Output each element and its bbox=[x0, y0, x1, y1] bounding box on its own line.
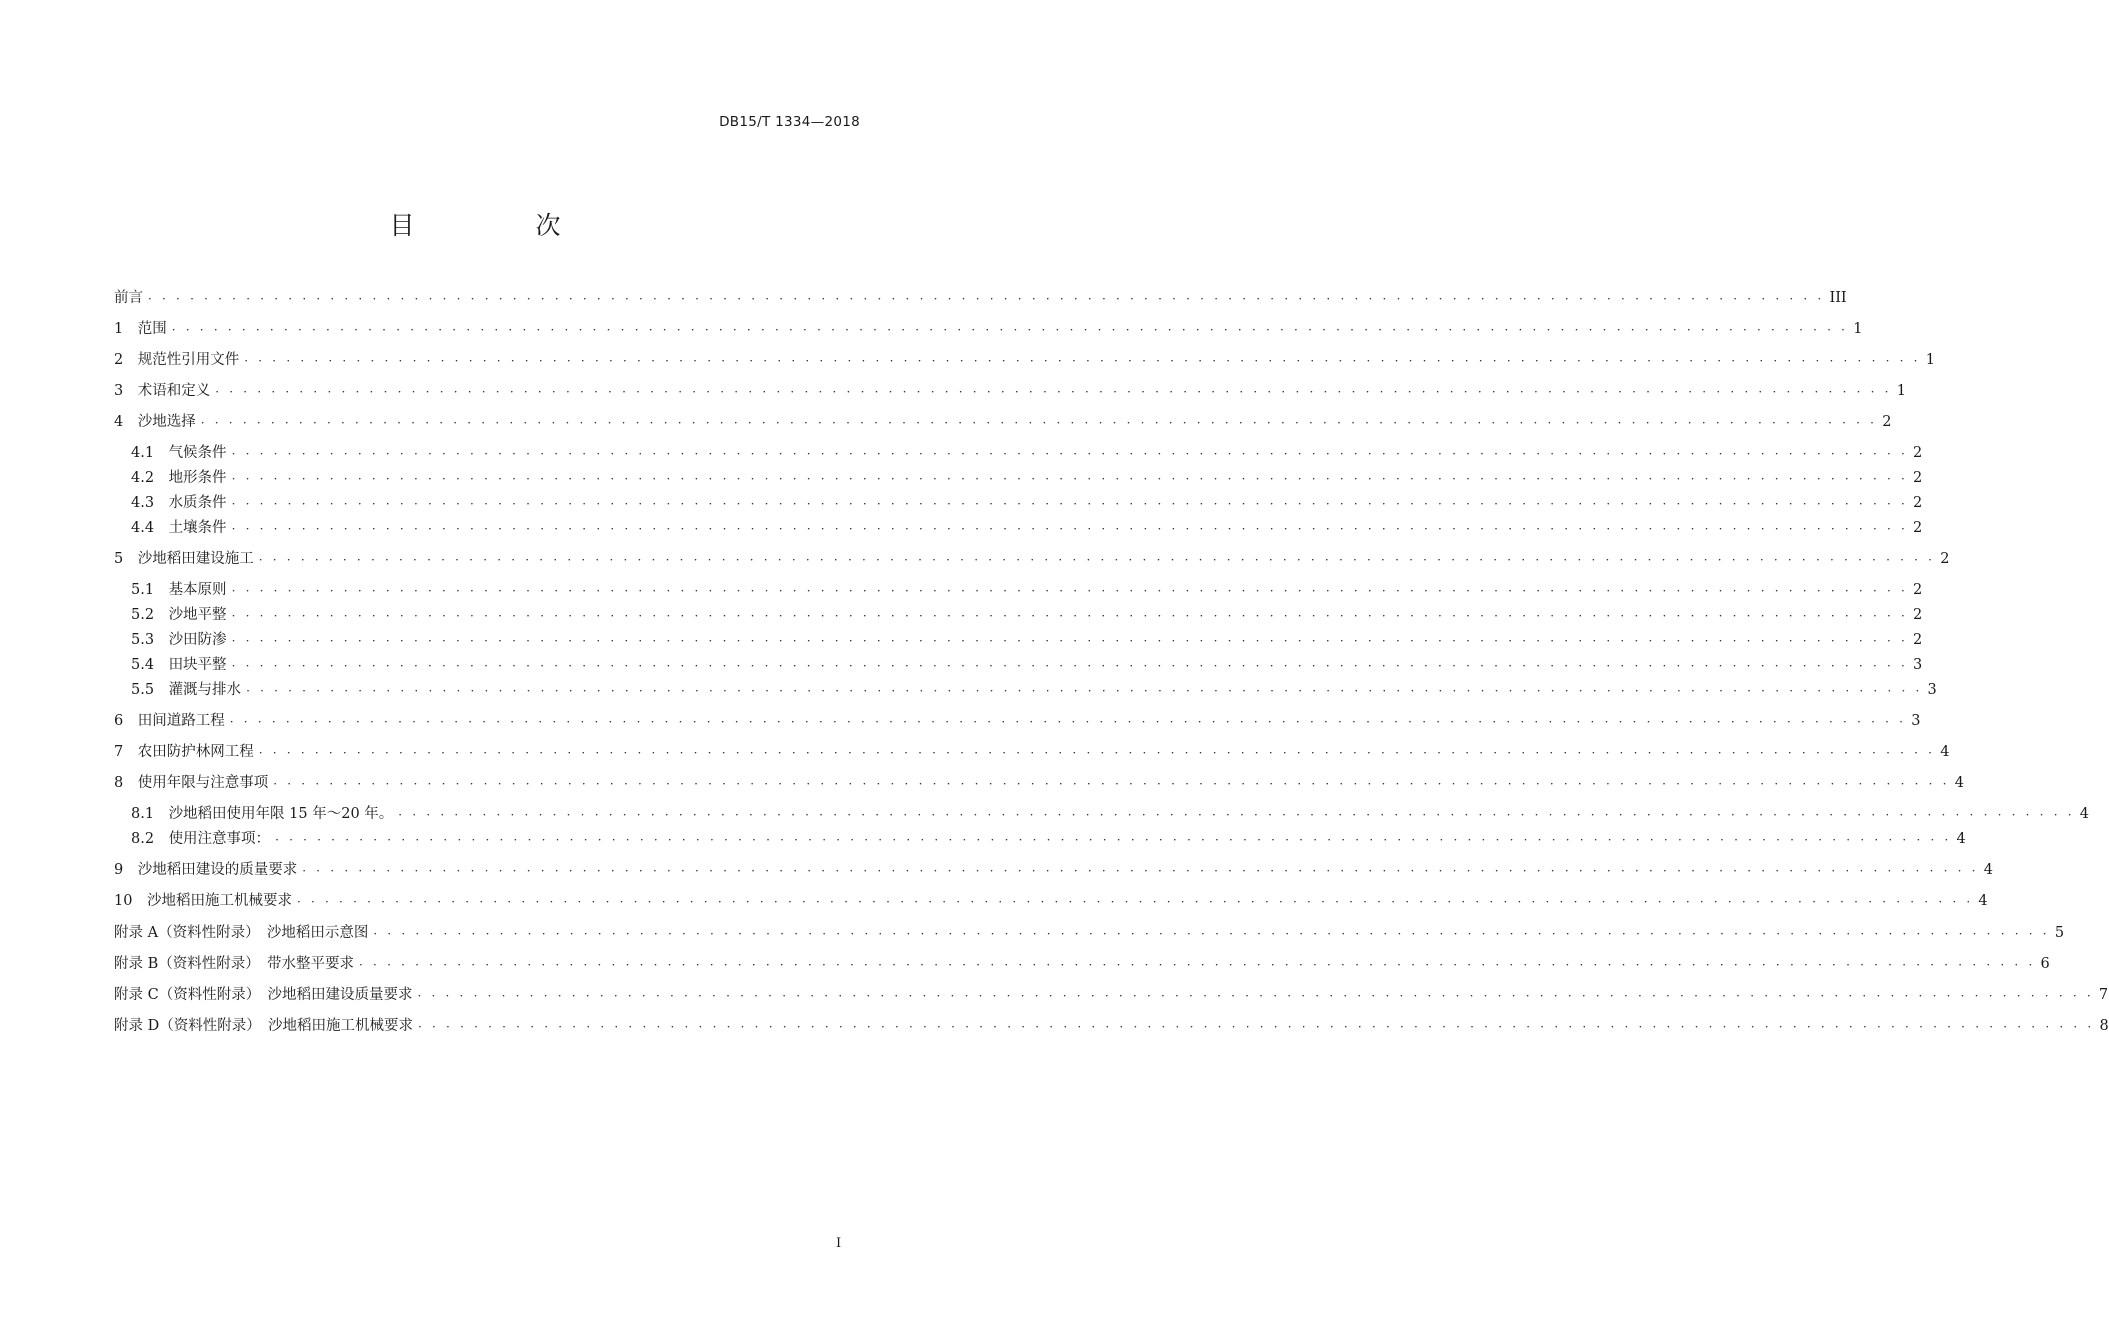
toc-entry-page: 1 bbox=[1853, 321, 1863, 337]
toc-entry-title: 水质条件 bbox=[168, 495, 227, 511]
toc-entry[interactable] bbox=[131, 629, 1923, 651]
toc-entry-title: 附录 C（资料性附录） 沙地稻田建设质量要求 bbox=[114, 987, 413, 1003]
toc-entry-page: 2 bbox=[1913, 520, 1923, 536]
toc-entry-title: 田间道路工程 bbox=[137, 713, 225, 729]
toc-entry-page: 3 bbox=[1911, 713, 1921, 729]
toc-entry-title: 沙地选择 bbox=[137, 414, 196, 430]
toc-entry-number: 4.1 bbox=[131, 445, 169, 461]
page-number: I bbox=[836, 1236, 842, 1251]
toc-entry-number: 1 bbox=[114, 321, 138, 337]
toc-dot-leader: · · · · · · · · · · · · · · · · · · · · · · · · · · · · · · · · · · · · · · · · · · · · · · · · · · · · · · · · · · · · · · · · · · · · · · · · · · · · · · · · · · · · · · · · · · · · · · · · · · · · · · · · · · · · · · · · · · · · · · · · bbox=[231, 584, 1909, 598]
toc-dot-leader: · · · · · · · · · · · · · · · · · · · · · · · · · · · · · · · · · · · · · · · · · · · · · · · · · · · · · · · · · · · · · · · · · · · · · · · · · · · · · · · · · · · · · · · · · · · · · · · · · · · · · · · · · · · · · · · · · · · · · · · · bbox=[231, 447, 1909, 461]
toc-entry-number: 5 bbox=[114, 551, 138, 567]
toc-entry-title: 田块平整 bbox=[168, 657, 227, 673]
toc-entry[interactable] bbox=[131, 492, 1923, 514]
toc-entry[interactable] bbox=[114, 380, 1906, 402]
toc-entry-number: 5.4 bbox=[131, 657, 169, 673]
toc-entry-title: 前言 bbox=[114, 290, 143, 306]
toc-entry-number: 5.2 bbox=[131, 607, 169, 623]
toc-dot-leader: · · · · · · · · · · · · · · · · · · · · · · · · · · · · · · · · · · · · · · · · · · · · · · · · · · · · · · · · · · · · · · · · · · · · · · · · · · · · · · · · · · · · · · · · · · · · · · · · · · · · · · · · · · · · · · · · · · · · · · · · bbox=[171, 323, 1849, 337]
toc-entry-title: 土壤条件 bbox=[168, 520, 227, 536]
toc-entry[interactable] bbox=[114, 1015, 2109, 1037]
toc-entry-number: 8 bbox=[114, 775, 138, 791]
toc-entry-number: 4.3 bbox=[131, 495, 169, 511]
toc-entry-title: 灌溉与排水 bbox=[168, 682, 242, 698]
toc-entry-page: 8 bbox=[2099, 1018, 2109, 1034]
toc-entry[interactable] bbox=[131, 679, 1937, 701]
toc-entry[interactable] bbox=[131, 828, 1966, 850]
toc-entry-title: 农田防护林网工程 bbox=[137, 744, 254, 760]
toc-entry-page: 2 bbox=[1913, 495, 1923, 511]
toc-entry[interactable] bbox=[114, 287, 1847, 309]
toc-entry-number: 7 bbox=[114, 744, 138, 760]
toc-entry[interactable] bbox=[114, 922, 2065, 944]
toc-entry-page: 2 bbox=[1913, 470, 1923, 486]
toc-entry-title: 使用注意事项： bbox=[168, 831, 271, 847]
toc-entry-title: 沙田防渗 bbox=[168, 632, 227, 648]
toc-entry-title: 沙地平整 bbox=[168, 607, 227, 623]
toc-dot-leader: · · · · · · · · · · · · · · · · · · · · · · · · · · · · · · · · · · · · · · · · · · · · · · · · · · · · · · · · · · · · · · · · · · · · · · · · · · · · · · · · · · · · · · · · · · · · · · · · · · · · · · · · · · · · · · · · · · · · · · · · bbox=[231, 609, 1909, 623]
toc-entry-number: 4.2 bbox=[131, 470, 169, 486]
toc-dot-leader: · · · · · · · · · · · · · · · · · · · · · · · · · · · · · · · · · · · · · · · · · · · · · · · · · · · · · · · · · · · · · · · · · · · · · · · · · · · · · · · · · · · · · · · · · · · · · · · · · · · · · · · · · · · · · · · · · · · · · · · · bbox=[200, 416, 1878, 430]
toc-entry-title: 基本原则 bbox=[168, 582, 227, 598]
toc-entry[interactable] bbox=[131, 467, 1923, 489]
toc-dot-leader: · · · · · · · · · · · · · · · · · · · · · · · · · · · · · · · · · · · · · · · · · · · · · · · · · · · · · · · · · · · · · · · · · · · · · · · · · · · · · · · · · · · · · · · · · · · · · · · · · · · · · · · · · · · · · · · · · · · · · · · · bbox=[231, 522, 1909, 536]
toc-entry-page: 2 bbox=[1940, 551, 1950, 567]
toc-entry[interactable] bbox=[114, 318, 1863, 340]
toc-entry[interactable] bbox=[131, 604, 1923, 626]
toc-dot-leader: · · · · · · · · · · · · · · · · · · · · · · · · · · · · · · · · · · · · · · · · · · · · · · · · · · · · · · · · · · · · · · · · · · · · · · · · · · · · · · · · · · · · · · · · · · · · · · · · · · · · · · · · · · · · · · · · · · · · · · · · bbox=[246, 684, 1923, 698]
toc-entry-number: 9 bbox=[114, 862, 138, 878]
toc-entry[interactable] bbox=[114, 859, 1993, 881]
toc-entry-title: 附录 A（资料性附录） 沙地稻田示意图 bbox=[114, 925, 369, 941]
toc-entry[interactable] bbox=[114, 741, 1950, 763]
toc-entry[interactable] bbox=[114, 710, 1921, 732]
toc-entry[interactable] bbox=[114, 411, 1892, 433]
toc-entry-page: 4 bbox=[1954, 775, 1964, 791]
toc-dot-leader: · · · · · · · · · · · · · · · · · · · · · · · · · · · · · · · · · · · · · · · · · · · · · · · · · · · · · · · · · · · · · · · · · · · · · · · · · · · · · · · · · · · · · · · · · · · · · · · · · · · · · · · · · · · · · · · · · · · · · · · · bbox=[275, 833, 1952, 847]
toc-dot-leader: · · · · · · · · · · · · · · · · · · · · · · · · · · · · · · · · · · · · · · · · · · · · · · · · · · · · · · · · · · · · · · · · · · · · · · · · · · · · · · · · · · · · · · · · · · · · · · · · · · · · · · · · · · · · · · · · · · · · · · · · bbox=[231, 497, 1909, 511]
toc-entry[interactable] bbox=[114, 349, 1935, 371]
toc-entry-page: 3 bbox=[1913, 657, 1923, 673]
toc-dot-leader: · · · · · · · · · · · · · · · · · · · · · · · · · · · · · · · · · · · · · · · · · · · · · · · · · · · · · · · · · · · · · · · · · · · · · · · · · · · · · · · · · · · · · · · · · · · · · · · · · · · · · · · · · · · · · · · · · · · · · · · · bbox=[302, 864, 1979, 878]
toc-entry-page: 4 bbox=[1978, 893, 1988, 909]
toc-entry-number: 3 bbox=[114, 383, 138, 399]
toc-entry-page: 1 bbox=[1925, 352, 1935, 368]
toc-entry-title: 术语和定义 bbox=[137, 383, 211, 399]
toc-dot-leader: · · · · · · · · · · · · · · · · · · · · · · · · · · · · · · · · · · · · · · · · · · · · · · · · · · · · · · · · · · · · · · · · · · · · · · · · · · · · · · · · · · · · · · · · · · · · · · · · · · · · · · · · · · · · · · · · · · · · · · · · bbox=[244, 354, 1921, 368]
toc-entry[interactable] bbox=[131, 517, 1923, 539]
toc-entry-page: 4 bbox=[2079, 806, 2089, 822]
toc-entry-number: 5.3 bbox=[131, 632, 169, 648]
toc-entry-page: 2 bbox=[1913, 582, 1923, 598]
toc-entry-title: 地形条件 bbox=[168, 470, 227, 486]
toc-entry-title: 使用年限与注意事项 bbox=[137, 775, 269, 791]
toc-dot-leader: · · · · · · · · · · · · · · · · · · · · · · · · · · · · · · · · · · · · · · · · · · · · · · · · · · · · · · · · · · · · · · · · · · · · · · · · · · · · · · · · · · · · · · · · · · · · · · · · · · · · · · · · · · · · · · · · · · · · · · · · bbox=[258, 553, 1936, 567]
toc-entry-page: 2 bbox=[1913, 445, 1923, 461]
toc-entry[interactable] bbox=[131, 579, 1923, 601]
toc-entry-page: 3 bbox=[1927, 682, 1937, 698]
toc-entry-page: 5 bbox=[2054, 925, 2065, 941]
toc-dot-leader: · · · · · · · · · · · · · · · · · · · · · · · · · · · · · · · · · · · · · · · · · · · · · · · · · · · · · · · · · · · · · · · · · · · · · · · · · · · · · · · · · · · · · · · · · · · · · · · · · · · · · · · · · · · · · · · · · · · · · · · · bbox=[417, 989, 2094, 1003]
toc-entry[interactable] bbox=[131, 654, 1923, 676]
toc-dot-leader: · · · · · · · · · · · · · · · · · · · · · · · · · · · · · · · · · · · · · · · · · · · · · · · · · · · · · · · · · · · · · · · · · · · · · · · · · · · · · · · · · · · · · · · · · · · · · · · · · · · · · · · · · · · · · · · · · · · · · · · · bbox=[258, 746, 1936, 760]
toc-entry[interactable] bbox=[131, 803, 2089, 825]
toc-entry-number: 6 bbox=[114, 713, 138, 729]
toc-entry-title: 气候条件 bbox=[168, 445, 227, 461]
toc-dot-leader: · · · · · · · · · · · · · · · · · · · · · · · · · · · · · · · · · · · · · · · · · · · · · · · · · · · · · · · · · · · · · · · · · · · · · · · · · · · · · · · · · · · · · · · · · · · · · · · · · · · · · · · · · · · · · · · · · · · · · · · · bbox=[231, 659, 1909, 673]
toc-entry[interactable] bbox=[114, 772, 1964, 794]
toc-entry-title: 沙地稻田建设施工 bbox=[137, 551, 254, 567]
toc-dot-leader: · · · · · · · · · · · · · · · · · · · · · · · · · · · · · · · · · · · · · · · · · · · · · · · · · · · · · · · · · · · · · · · · · · · · · · · · · · · · · · · · · · · · · · · · · · · · · · · · · · · · · · · · · · · · · · · · · · · · · · · · bbox=[359, 958, 2036, 972]
toc-entry-page: 4 bbox=[1940, 744, 1950, 760]
toc-entry-page: III bbox=[1829, 290, 1847, 306]
toc-entry-title: 附录 D（资料性附录） 沙地稻田施工机械要求 bbox=[114, 1018, 413, 1034]
toc-entry-page: 7 bbox=[2098, 987, 2109, 1003]
toc-entry-title: 规范性引用文件 bbox=[137, 352, 240, 368]
toc-entry-page: 1 bbox=[1896, 383, 1906, 399]
toc-entry-title: 沙地稻田使用年限 15 年～20 年。 bbox=[168, 806, 394, 822]
toc-dot-leader: · · · · · · · · · · · · · · · · · · · · · · · · · · · · · · · · · · · · · · · · · · · · · · · · · · · · · · · · · · · · · · · · · · · · · · · · · · · · · · · · · · · · · · · · · · · · · · · · · · · · · · · · · · · · · · · · · · · · · · · · bbox=[398, 808, 2075, 822]
toc-dot-leader: · · · · · · · · · · · · · · · · · · · · · · · · · · · · · · · · · · · · · · · · · · · · · · · · · · · · · · · · · · · · · · · · · · · · · · · · · · · · · · · · · · · · · · · · · · · · · · · · · · · · · · · · · · · · · · · · · · · · · · · · bbox=[373, 927, 2050, 941]
toc-dot-leader: · · · · · · · · · · · · · · · · · · · · · · · · · · · · · · · · · · · · · · · · · · · · · · · · · · · · · · · · · · · · · · · · · · · · · · · · · · · · · · · · · · · · · · · · · · · · · · · · · · · · · · · · · · · · · · · · · · · · · · · · bbox=[215, 385, 1892, 399]
toc-dot-leader: · · · · · · · · · · · · · · · · · · · · · · · · · · · · · · · · · · · · · · · · · · · · · · · · · · · · · · · · · · · · · · · · · · · · · · · · · · · · · · · · · · · · · · · · · · · · · · · · · · · · · · · · · · · · · · · · · · · · · · · · bbox=[229, 715, 1907, 729]
toc-dot-leader: · · · · · · · · · · · · · · · · · · · · · · · · · · · · · · · · · · · · · · · · · · · · · · · · · · · · · · · · · · · · · · · · · · · · · · · · · · · · · · · · · · · · · · · · · · · · · · · · · · · · · · · · · · · · · · · · · · · · · · · · bbox=[273, 777, 1950, 791]
toc-entry-page: 4 bbox=[1983, 862, 1993, 878]
toc-entry-title: 附录 B（资料性附录） 带水整平要求 bbox=[114, 956, 355, 972]
toc-entry-page: 6 bbox=[2040, 956, 2050, 972]
toc-entry-number: 5.5 bbox=[131, 682, 169, 698]
toc-entry-title: 沙地稻田建设的质量要求 bbox=[137, 862, 298, 878]
toc-dot-leader: · · · · · · · · · · · · · · · · · · · · · · · · · · · · · · · · · · · · · · · · · · · · · · · · · · · · · · · · · · · · · · · · · · · · · · · · · · · · · · · · · · · · · · · · · · · · · · · · · · · · · · · · · · · · · · · · · · · · · · · · bbox=[417, 1020, 2095, 1034]
toc-entry-number: 5.1 bbox=[131, 582, 169, 598]
toc-dot-leader: · · · · · · · · · · · · · · · · · · · · · · · · · · · · · · · · · · · · · · · · · · · · · · · · · · · · · · · · · · · · · · · · · · · · · · · · · · · · · · · · · · · · · · · · · · · · · · · · · · · · · · · · · · · · · · · · · · · · · · · · bbox=[296, 895, 1974, 909]
toc-entry[interactable] bbox=[131, 442, 1923, 464]
toc-entry-number: 2 bbox=[114, 352, 138, 368]
toc-entry-title: 范围 bbox=[137, 321, 167, 337]
toc-entry-page: 2 bbox=[1913, 607, 1923, 623]
toc-entry-title: 沙地稻田施工机械要求 bbox=[146, 893, 292, 909]
page-title: 目 次 bbox=[389, 211, 609, 240]
toc-entry-number: 8.2 bbox=[131, 831, 169, 847]
toc-entry-page: 2 bbox=[1882, 414, 1892, 430]
toc-entry[interactable] bbox=[114, 548, 1950, 570]
toc-dot-leader: · · · · · · · · · · · · · · · · · · · · · · · · · · · · · · · · · · · · · · · · · · · · · · · · · · · · · · · · · · · · · · · · · · · · · · · · · · · · · · · · · · · · · · · · · · · · · · · · · · · · · · · · · · · · · · · · · · · · · · · · bbox=[148, 292, 1825, 306]
toc-entry[interactable] bbox=[114, 984, 2109, 1006]
toc-entry[interactable] bbox=[114, 953, 2050, 975]
toc-entry-number: 4.4 bbox=[131, 520, 169, 536]
toc-entry-number: 10 bbox=[114, 893, 147, 909]
document-code: DB15/T 1334—2018 bbox=[719, 114, 860, 130]
toc-dot-leader: · · · · · · · · · · · · · · · · · · · · · · · · · · · · · · · · · · · · · · · · · · · · · · · · · · · · · · · · · · · · · · · · · · · · · · · · · · · · · · · · · · · · · · · · · · · · · · · · · · · · · · · · · · · · · · · · · · · · · · · · bbox=[231, 472, 1909, 486]
toc-entry[interactable] bbox=[114, 890, 1988, 912]
toc-dot-leader: · · · · · · · · · · · · · · · · · · · · · · · · · · · · · · · · · · · · · · · · · · · · · · · · · · · · · · · · · · · · · · · · · · · · · · · · · · · · · · · · · · · · · · · · · · · · · · · · · · · · · · · · · · · · · · · · · · · · · · · · bbox=[231, 634, 1909, 648]
toc-entry-page: 4 bbox=[1956, 831, 1966, 847]
toc-entry-page: 2 bbox=[1913, 632, 1923, 648]
toc-entry-number: 4 bbox=[114, 414, 138, 430]
toc-entry-number: 8.1 bbox=[131, 806, 169, 822]
